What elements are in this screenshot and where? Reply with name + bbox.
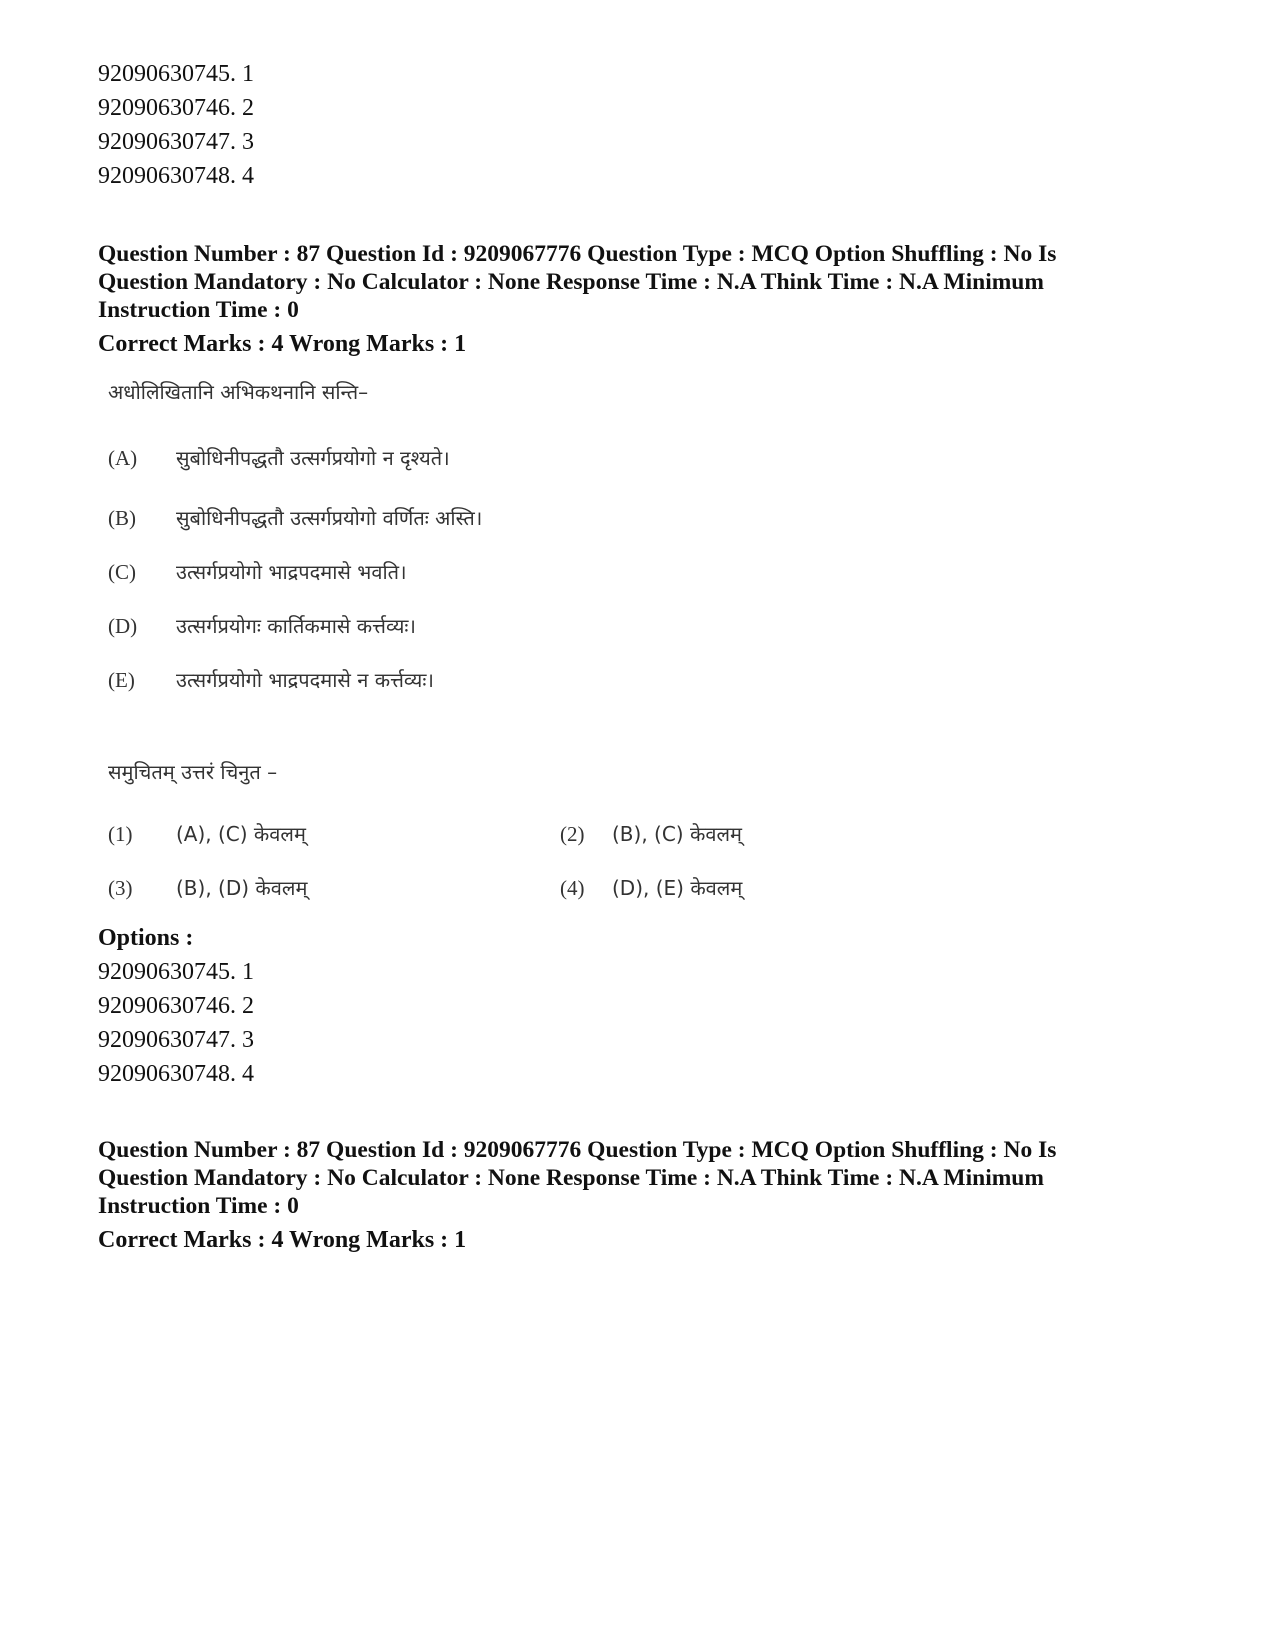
marks-line: Correct Marks : 4 Wrong Marks : 1 xyxy=(98,331,467,357)
option-line: 92090630745. 1 xyxy=(98,959,254,985)
choice-number: (4) xyxy=(560,876,585,900)
header-line: Instruction Time : 0 xyxy=(98,1193,299,1219)
option-line: 92090630747. 3 xyxy=(98,1027,254,1053)
choice-number: (3) xyxy=(108,876,133,900)
choice-number: (2) xyxy=(560,822,585,846)
choice-text: (D), (E) केवलम् xyxy=(612,876,743,900)
statement-text: उत्सर्गप्रयोगः कार्तिकमासे कर्त्तव्यः। xyxy=(176,614,417,638)
header-line: Question Number : 87 Question Id : 9209067776 Question Type : MCQ Option Shuffling : No Is xyxy=(98,1137,1057,1163)
statement-label: (A) xyxy=(108,446,138,470)
question-header xyxy=(98,1136,1178,1220)
option-line: 92090630748. 4 xyxy=(98,163,254,189)
statement-label: (C) xyxy=(108,560,136,584)
option-line: 92090630746. 2 xyxy=(98,993,254,1019)
question-intro: अधोलिखितानि अभिकथनानि सन्ति– xyxy=(108,380,369,404)
option-line: 92090630746. 2 xyxy=(98,95,254,121)
statement-text: सुबोधिनीपद्धतौ उत्सर्गप्रयोगो न दृश्यते। xyxy=(176,446,450,470)
statement-text: उत्सर्गप्रयोगो भाद्रपदमासे भवति। xyxy=(176,560,407,584)
option-line: 92090630747. 3 xyxy=(98,129,254,155)
statement-label: (D) xyxy=(108,614,138,638)
statement-text: उत्सर्गप्रयोगो भाद्रपदमासे न कर्त्तव्यः। xyxy=(176,668,434,692)
statement-label: (B) xyxy=(108,506,136,530)
marks-line: Correct Marks : 4 Wrong Marks : 1 xyxy=(98,1227,467,1253)
statement-text: सुबोधिनीपद्धतौ उत्सर्गप्रयोगो वर्णितः अस्ति। xyxy=(176,506,483,530)
choice-number: (1) xyxy=(108,822,133,846)
header-line: Question Mandatory : No Calculator : None Response Time : N.A Think Time : N.A Minimum xyxy=(98,269,1044,295)
choice-text: (B), (C) केवलम् xyxy=(612,822,742,846)
question-prompt: समुचितम् उत्तरं चिनुत – xyxy=(108,760,278,784)
header-line: Question Number : 87 Question Id : 9209067776 Question Type : MCQ Option Shuffling : No Is xyxy=(98,241,1057,267)
options-label: Options : xyxy=(98,925,194,951)
statement-label: (E) xyxy=(108,668,135,692)
header-line: Instruction Time : 0 xyxy=(98,297,299,323)
choice-text: (A), (C) केवलम् xyxy=(176,822,306,846)
choice-text: (B), (D) केवलम् xyxy=(176,876,308,900)
header-line: Question Mandatory : No Calculator : None Response Time : N.A Think Time : N.A Minimum xyxy=(98,1165,1044,1191)
option-line: 92090630745. 1 xyxy=(98,61,254,87)
question-header xyxy=(98,240,1178,324)
option-line: 92090630748. 4 xyxy=(98,1061,254,1087)
